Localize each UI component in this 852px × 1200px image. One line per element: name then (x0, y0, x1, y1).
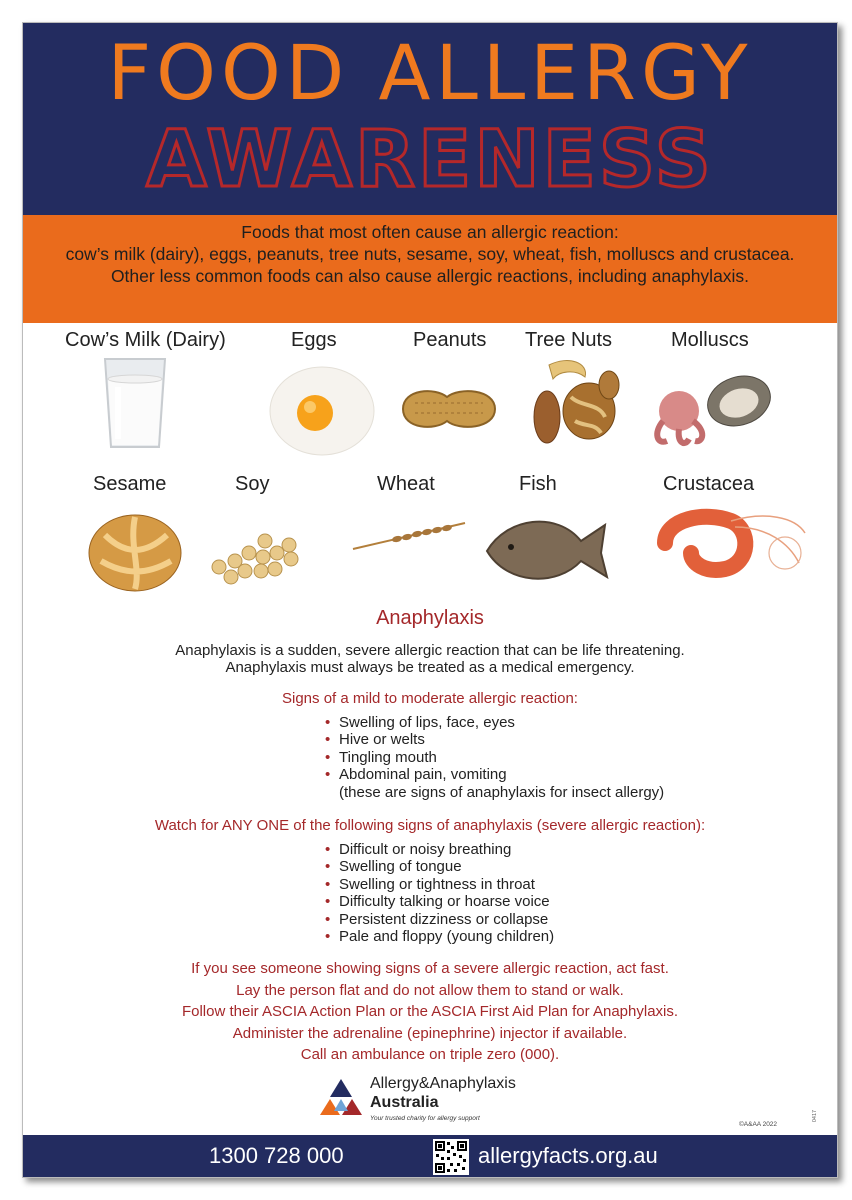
bullet-icon: • (325, 841, 331, 858)
action-steps (23, 958, 837, 1066)
severe-signs-title: Watch for ANY ONE of the following signs of anaphylaxis (severe allergic reaction): (154, 817, 706, 834)
food-label-molluscs: Molluscs (671, 329, 749, 351)
bullet-icon: • (325, 893, 331, 911)
peanut-image (395, 381, 503, 437)
logo-name-line2: Australia (370, 1094, 439, 1111)
bullet-icon: • (325, 766, 331, 784)
bullet-icon: • (325, 875, 331, 893)
wheat-image (349, 517, 469, 557)
fried-egg-image (267, 361, 377, 461)
bullet-icon: • (325, 858, 331, 876)
anaphylaxis-desc-1: Anaphylaxis is a sudden, severe allergic reaction that can be life threatening. (175, 642, 685, 659)
food-label-peanuts: Peanuts (413, 329, 487, 351)
list-item: • Tingling mouth (325, 748, 437, 766)
food-label-eggs: Eggs (291, 329, 337, 351)
soybeans-image (205, 527, 307, 587)
mild-signs-list (325, 714, 664, 801)
action-step: Follow their ASCIA Action Plan or the ASCIA First Aid Plan for Anaphylaxis. (181, 1003, 679, 1020)
food-label-fish: Fish (519, 473, 557, 495)
mild-signs-note: (these are signs of anaphylaxis for insect allergy) (339, 783, 665, 801)
list-item: • Swelling of tongue (325, 858, 462, 876)
intro-text: cow’s milk (dairy), eggs, peanuts, tree nuts, sesame, soy, wheat, fish, molluscs and crustacea. Other less common foods can also cause allergic reactions, including anaphylaxis. (65, 244, 795, 286)
action-step: Administer the adrenaline (epinephrine) injector if available. (232, 1024, 628, 1042)
action-step: Call an ambulance on triple zero (000). (300, 1046, 560, 1063)
molluscs-image (653, 361, 773, 449)
intro-heading: Foods that most often cause an allergic reaction: (241, 222, 619, 242)
milk-glass-image (95, 353, 175, 453)
anaphylaxis-title: Anaphylaxis (376, 607, 484, 629)
list-item: • Pale and floppy (young children) (325, 928, 555, 946)
intro-band (23, 215, 837, 323)
anaphylaxis-desc-2: Anaphylaxis must always be treated as a medical emergency. (225, 659, 635, 676)
list-item: • Abdominal pain, vomiting (325, 766, 507, 784)
logo-tagline: Your trusted charity for allergy support (370, 1115, 480, 1122)
copyright-text: ©A&AA 2022 (739, 1121, 778, 1128)
phone-number[interactable]: 1300 728 000 (209, 1143, 344, 1168)
bullet-icon: • (325, 731, 331, 749)
food-label-wheat: Wheat (377, 473, 435, 495)
fish-image (481, 511, 611, 587)
title-food-allergy: FOOD ALLERGY (107, 28, 753, 117)
bullet-icon: • (325, 910, 331, 928)
food-label-tree-nuts: Tree Nuts (525, 329, 613, 351)
tree-nuts-image (529, 357, 629, 449)
list-item: • Difficult or noisy breathing (325, 841, 512, 858)
list-item: • Persistent dizziness or collapse (325, 910, 549, 928)
sesame-bun-image (85, 505, 185, 595)
list-item: • Difficulty talking or hoarse voice (325, 893, 550, 911)
action-step: Lay the person flat and do not allow them to stand or walk. (236, 981, 624, 999)
version-code: 0417 (812, 1109, 819, 1123)
action-step: If you see someone showing signs of a severe allergic reaction, act fast. (191, 960, 669, 977)
aaa-logo-icon (316, 1077, 366, 1127)
aaa-logo[interactable] (316, 1075, 576, 1135)
website-link[interactable]: allergyfacts.org.au (478, 1143, 658, 1168)
poster (22, 22, 838, 1178)
bullet-icon: • (325, 748, 331, 766)
food-label-crustacea: Crustacea (663, 473, 755, 495)
logo-name-line1: Allergy&Anaphylaxis (370, 1075, 516, 1092)
header-banner (23, 23, 837, 215)
list-item: • Swelling or tightness in throat (325, 875, 535, 893)
list-item: • Swelling of lips, face, eyes (325, 714, 515, 731)
mild-signs-title: Signs of a mild to moderate allergic reaction: (282, 690, 578, 707)
severe-signs-list (325, 841, 554, 945)
prawn-image (655, 503, 811, 593)
footer-bar (23, 1135, 837, 1177)
food-label-milk: Cow’s Milk (Dairy) (65, 329, 226, 351)
bullet-icon: • (325, 714, 331, 731)
title-awareness: AWARENESS (146, 115, 714, 205)
list-item: • Hive or welts (325, 731, 425, 749)
food-label-sesame: Sesame (93, 473, 167, 495)
bullet-icon: • (325, 928, 331, 946)
food-label-soy: Soy (235, 473, 270, 495)
qr-code-icon[interactable] (433, 1139, 469, 1175)
